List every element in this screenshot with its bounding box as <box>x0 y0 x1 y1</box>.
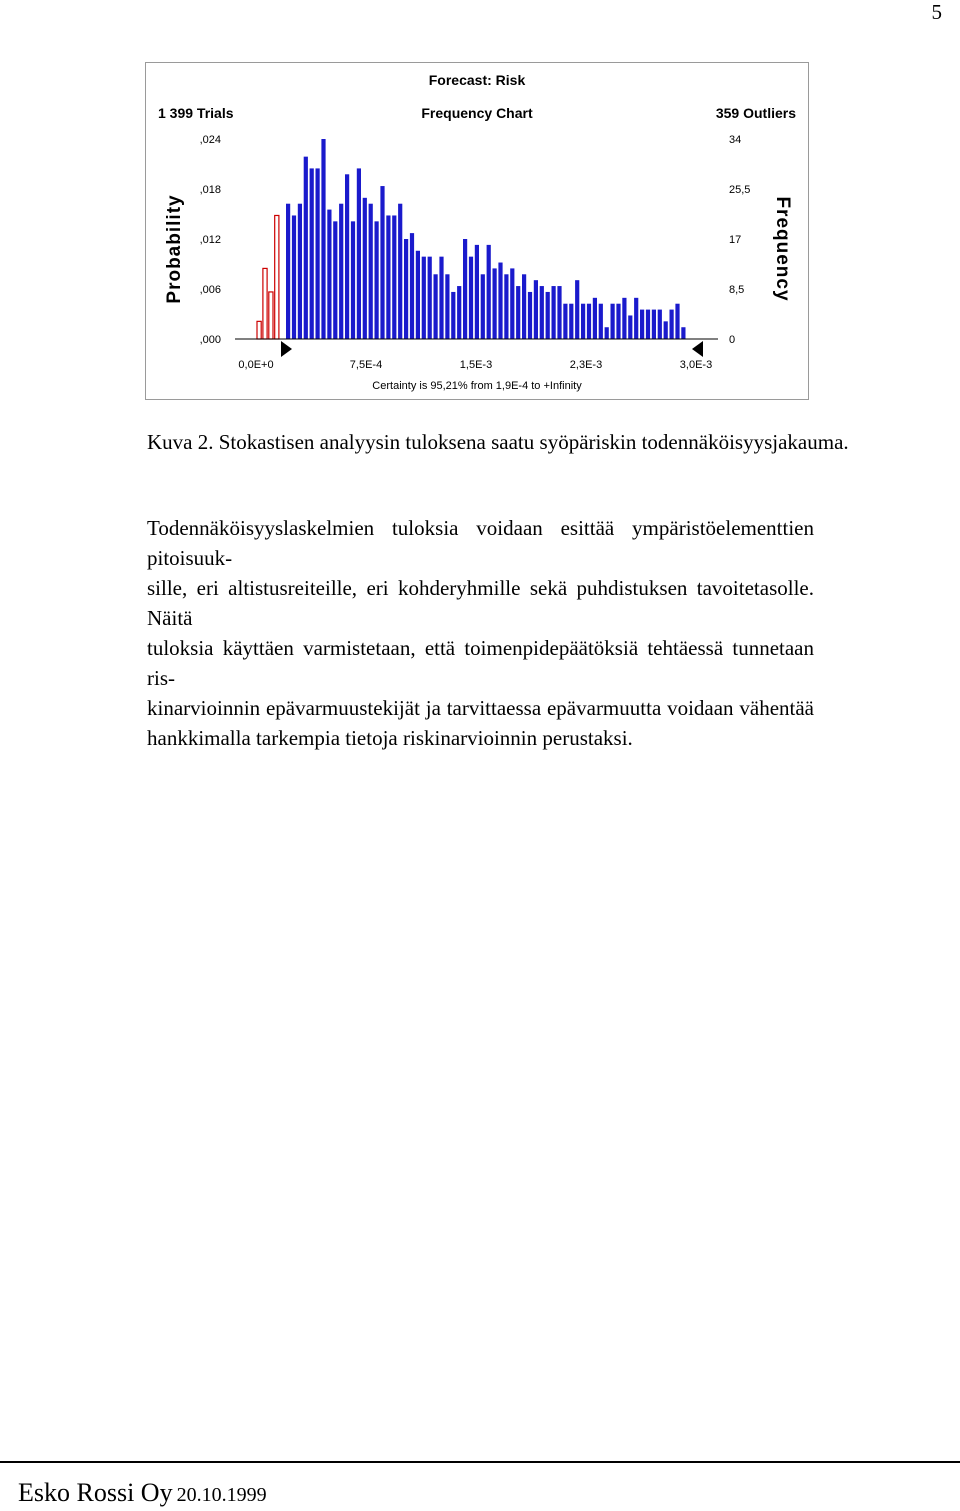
included-bar <box>622 298 626 339</box>
right-tick-label: 8,5 <box>729 284 745 296</box>
chart-name: Frequency Chart <box>421 105 533 121</box>
included-bar <box>428 257 432 339</box>
included-bar <box>575 280 579 339</box>
page-number: 5 <box>931 0 942 24</box>
included-bar <box>375 221 379 339</box>
included-bar <box>369 204 373 339</box>
included-bar <box>434 274 438 339</box>
included-bar <box>445 274 449 339</box>
included-bar <box>646 310 650 339</box>
included-bar <box>451 292 455 339</box>
right-tick-label: 25,5 <box>729 184 751 196</box>
included-bar <box>404 239 408 339</box>
included-bar <box>304 157 308 339</box>
included-bar <box>658 310 662 339</box>
included-bar <box>292 215 296 339</box>
included-bar <box>357 168 361 339</box>
paragraph-line: sille, eri altistusreiteille, eri kohderyhmille sekä puhdistuksen tavoitetasolle. Näitä <box>147 576 814 630</box>
included-bar <box>498 263 502 339</box>
paragraph-line: Todennäköisyyslaskelmien tuloksia voidaan esittää ympäristöelementtien pitoisuuk- <box>147 516 814 570</box>
included-bar <box>439 257 443 339</box>
left-tick-label: ,018 <box>199 184 221 196</box>
included-bar <box>569 304 573 339</box>
included-bar <box>675 304 679 339</box>
included-bar <box>286 204 290 339</box>
included-bar <box>599 304 603 339</box>
excluded-bar <box>263 268 267 339</box>
included-bar <box>392 215 396 339</box>
included-bar <box>546 292 550 339</box>
x-axis-ticks <box>238 359 712 371</box>
included-bar <box>410 233 414 339</box>
included-bar <box>557 286 561 339</box>
included-bar <box>463 239 467 339</box>
histogram-bars <box>257 139 686 339</box>
included-bar <box>628 315 632 339</box>
footer <box>18 1478 267 1508</box>
left-axis-title: Probability <box>164 194 185 304</box>
frequency-chart-figure <box>145 62 809 400</box>
right-tick-label: 17 <box>729 234 742 246</box>
included-bar <box>681 327 685 339</box>
included-bar <box>611 304 615 339</box>
included-bar <box>386 215 390 339</box>
included-bar <box>504 274 508 339</box>
excluded-bar <box>257 321 261 339</box>
included-bar <box>310 168 314 339</box>
included-bar <box>528 292 532 339</box>
forecast-title: Forecast: Risk <box>428 72 526 88</box>
included-bar <box>345 174 349 339</box>
figure-caption: Kuva 2. Stokastisen analyysin tuloksena saatu syöpäriskin todennäköisyysjakauma. <box>147 430 849 454</box>
paragraph-line: tuloksia käyttäen varmistetaan, että toimenpidepäätöksiä tehtäessä tunnetaan ris- <box>147 636 814 690</box>
footer-divider <box>0 1461 960 1463</box>
left-axis-ticks <box>200 134 221 346</box>
paragraph-line: hankkimalla tarkempia tietoja riskinarvioinnin perustaksi. <box>147 726 633 750</box>
footer-company: Esko Rossi Oy <box>18 1478 173 1507</box>
certainty-range-label: Certainty is 95,21% from 1,9E-4 to +Infinity <box>372 380 582 392</box>
included-bar <box>534 280 538 339</box>
included-bar <box>422 257 426 339</box>
x-tick-label: 3,0E-3 <box>679 359 713 371</box>
excluded-bar <box>269 292 273 339</box>
right-axis-ticks <box>729 134 750 346</box>
x-tick-label: 0,0E+0 <box>238 359 274 371</box>
included-bar <box>581 304 585 339</box>
outliers-count: 359 Outliers <box>715 105 796 121</box>
included-bar <box>670 310 674 339</box>
excluded-bar <box>275 215 279 339</box>
included-bar <box>605 327 609 339</box>
included-bar <box>416 251 420 339</box>
x-tick-label: 1,5E-3 <box>459 359 493 371</box>
included-bar <box>316 168 320 339</box>
lower-certainty-grabber-icon[interactable] <box>281 341 292 357</box>
paragraph-line: kinarvioinnin epävarmuustekijät ja tarvittaessa epävarmuutta voidaan vähentää <box>147 696 814 720</box>
included-bar <box>333 221 337 339</box>
included-bar <box>522 274 526 339</box>
included-bar <box>652 310 656 339</box>
footer-date: 20.10.1999 <box>176 1484 267 1506</box>
left-tick-label: ,000 <box>199 334 221 346</box>
included-bar <box>363 198 367 339</box>
included-bar <box>552 286 556 339</box>
body-paragraph <box>147 513 814 753</box>
included-bar <box>616 304 620 339</box>
included-bar <box>457 286 461 339</box>
included-bar <box>516 286 520 339</box>
left-tick-label: ,024 <box>199 134 221 146</box>
left-tick-label: ,012 <box>199 234 221 246</box>
included-bar <box>563 304 567 339</box>
included-bar <box>634 298 638 339</box>
included-bar <box>298 204 302 339</box>
included-bar <box>640 310 644 339</box>
right-tick-label: 0 <box>729 334 736 346</box>
included-bar <box>587 304 591 339</box>
included-bar <box>327 210 331 339</box>
included-bar <box>481 274 485 339</box>
upper-certainty-grabber-icon[interactable] <box>692 341 703 357</box>
included-bar <box>593 298 597 339</box>
included-bar <box>475 245 479 339</box>
included-bar <box>493 268 497 339</box>
right-tick-label: 34 <box>729 134 742 146</box>
included-bar <box>540 286 544 339</box>
included-bar <box>487 245 491 339</box>
frequency-chart <box>146 63 808 399</box>
included-bar <box>398 204 402 339</box>
x-tick-label: 7,5E-4 <box>349 359 383 371</box>
included-bar <box>339 204 343 339</box>
trials-count: 1 399 Trials <box>158 105 234 121</box>
included-bar <box>510 268 514 339</box>
included-bar <box>380 186 384 339</box>
included-bar <box>664 321 668 339</box>
included-bar <box>469 257 473 339</box>
included-bar <box>351 221 355 339</box>
included-bar <box>321 139 325 339</box>
x-tick-label: 2,3E-3 <box>569 359 603 371</box>
left-tick-label: ,006 <box>199 284 221 296</box>
right-axis-title: Frequency <box>772 196 793 302</box>
